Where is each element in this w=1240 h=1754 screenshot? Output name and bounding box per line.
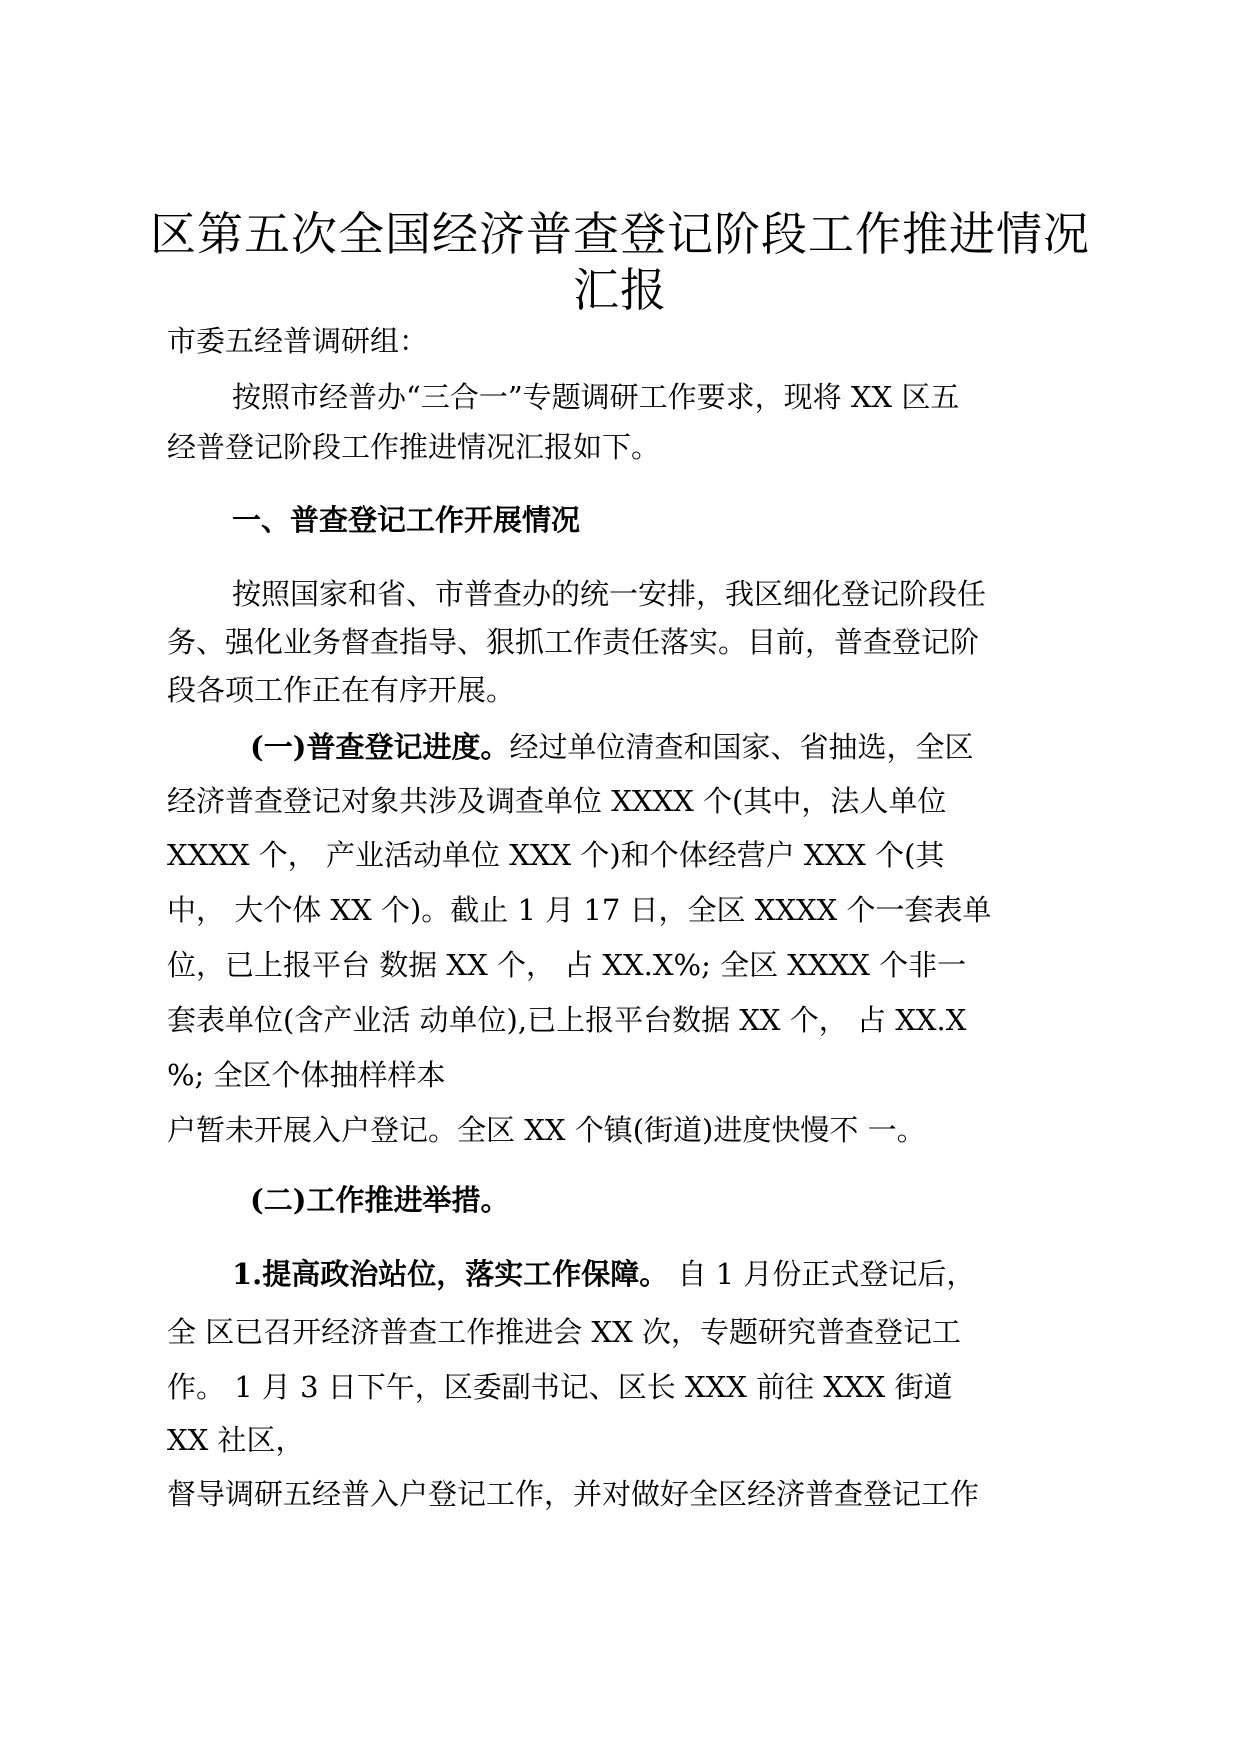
subsection1-line-1: [250, 727, 973, 767]
item1-line-4: XX 社区，: [167, 1423, 305, 1457]
section1-line-1: 按照国家和省、市普查办的统一安排，我区细化登记阶段任: [232, 577, 987, 611]
subsection1-text: 经过单位清查和国家、省抽选，全区: [509, 730, 974, 764]
intro-line-2: 经普登记阶段工作推进情况汇报如下。: [167, 430, 661, 464]
subsection1-heading: (一)普查登记进度。: [250, 730, 510, 764]
item1-text: 自 1 月份正式登记后，: [668, 1257, 976, 1291]
subsection1-line-8: 户暂未开展入户登记。全区 XX 个镇(街道)进度快慢不 一。: [167, 1113, 926, 1147]
subsection1-line-2: 经济普查登记对象共涉及调查单位 XXXX 个(其中，法人单位: [167, 784, 947, 818]
subsection2-heading: (二)工作推进举措。: [250, 1183, 510, 1217]
subsection1-line-6: 套表单位(含产业活 动单位),已上报平台数据 XX 个， 占 XX.X: [167, 1003, 967, 1037]
addressee: 市委五经普调研组：: [167, 324, 429, 358]
section1-line-3: 段各项工作正在有序开展。: [167, 673, 516, 707]
item1-line-5: 督导调研五经普入户登记工作，并对做好全区经济普查登记工作: [167, 1477, 980, 1511]
item1-line-2: 全 区已召开经济普查工作推进会 XX 次，专题研究普查登记工: [167, 1315, 961, 1349]
intro-line-1: 按照市经普办“三合一”专题调研工作要求，现将 XX 区五: [232, 380, 960, 414]
document-title-line1: 区第五次全国经济普查登记阶段工作推进情况: [150, 207, 1090, 261]
subsection1-line-4: 中， 大个体 XX 个)。截止 1 月 17 日，全区 XXXX 个一套表单: [167, 893, 992, 927]
item1-line-3: 作。 1 月 3 日下午，区委副书记、区长 XXX 前往 XXX 街道: [167, 1370, 953, 1404]
section-heading: 一、普查登记工作开展情况: [232, 503, 581, 537]
subsection1-line-7: %; 全区个体抽样样本: [167, 1058, 446, 1092]
document-title-line2: 汇报: [573, 263, 667, 317]
subsection1-line-5: 位，已上报平台 数据 XX 个， 占 XX.X%; 全区 XXXX 个非一: [167, 948, 967, 982]
subsection1-line-3: XXXX 个， 产业活动单位 XXX 个)和个体经营户 XXX 个(其: [167, 838, 945, 872]
item1-heading: 1.提高政治站位，落实工作保障。: [232, 1257, 669, 1291]
section1-line-2: 务、强化业务督查指导、狠抓工作责任落实。目前，普查登记阶: [167, 625, 980, 659]
item1-line-1: [232, 1254, 975, 1294]
